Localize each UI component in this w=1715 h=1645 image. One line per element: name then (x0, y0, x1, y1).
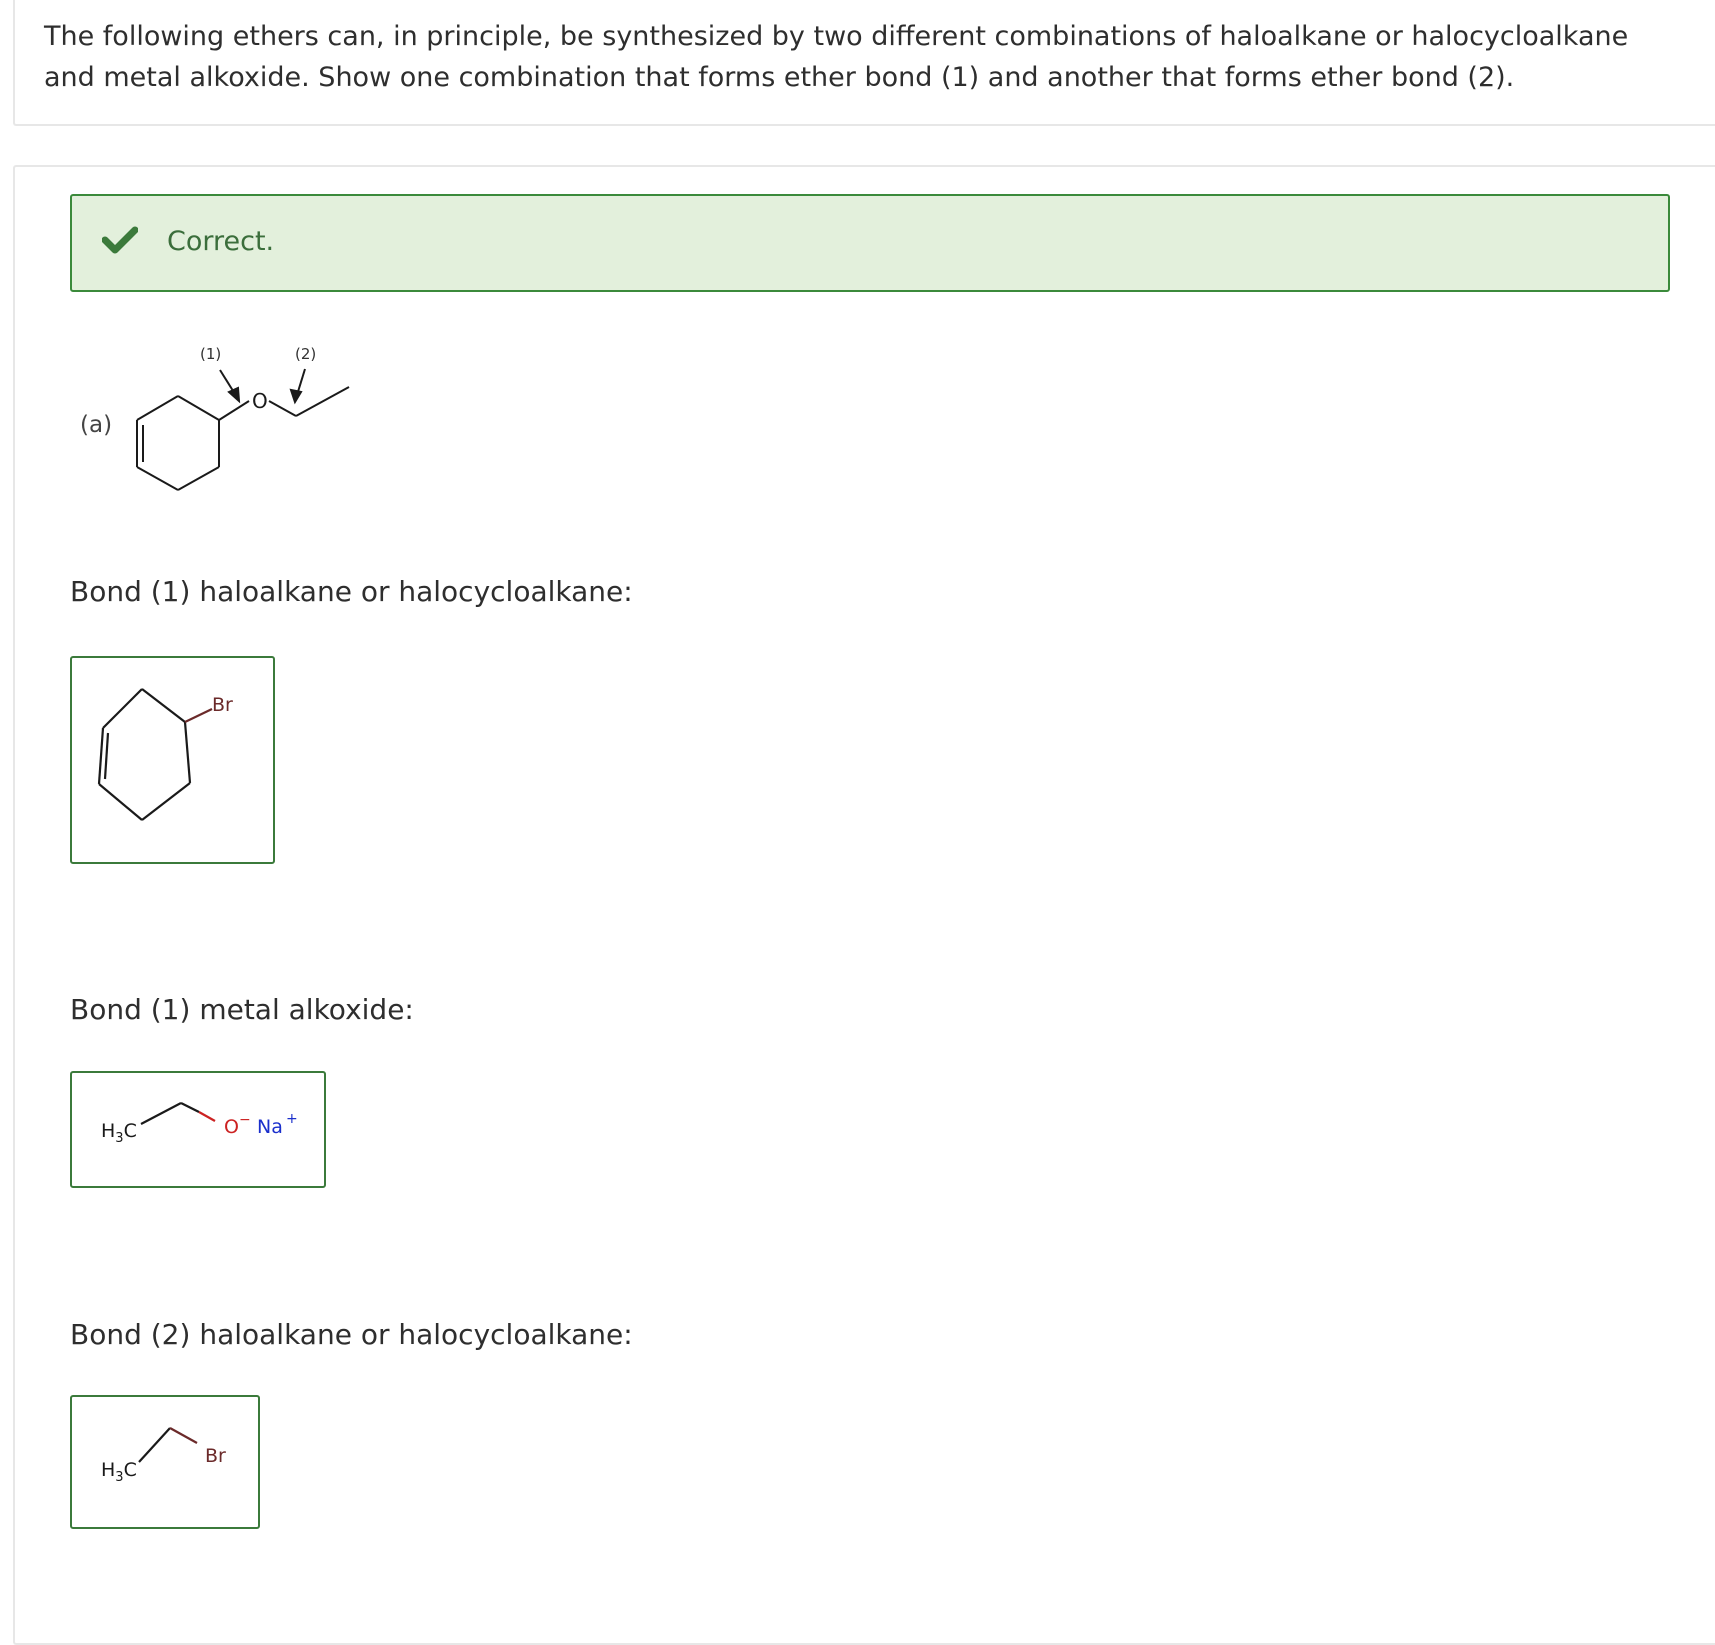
bromocyclohexene-structure (72, 658, 273, 862)
bond-2-haloalkane-answer-box[interactable] (70, 1395, 260, 1529)
cyclohexene-ring (137, 396, 219, 490)
correct-feedback-banner (70, 194, 1670, 292)
sodium-cation-label: Na (257, 1116, 283, 1138)
bond-1-alkoxide-answer-box[interactable] (70, 1071, 326, 1188)
bond-2-haloalkane-label: Bond (2) haloalkane or halocycloalkane: (70, 1318, 633, 1351)
checkmark-icon (102, 225, 138, 255)
bond-1-alkoxide-label: Bond (1) metal alkoxide: (70, 993, 414, 1026)
question-text: The following ethers can, in principle, be synthesized by two different combinations of haloalkane or halocycloalkane and metal alkoxide. Show one combination that forms ether bond (1) and another that forms ether bond (2). (44, 21, 1629, 93)
target-ether-structure (125, 335, 365, 495)
methyl-label: $H_3C$ (101, 1459, 137, 1485)
bromine-label: Br (205, 1445, 226, 1467)
methyl-label: $H_3C$ (101, 1120, 137, 1146)
sodium-ethoxide-structure (72, 1073, 324, 1186)
feedback-status: Correct. (167, 226, 275, 257)
bond-2-label: (2) (295, 345, 317, 363)
bond-1-arrow (220, 370, 239, 401)
bond-1-haloalkane-answer-box[interactable] (70, 656, 275, 864)
bromine-label: Br (212, 694, 233, 716)
part-label: (a) (80, 412, 113, 438)
oxygen-anion-label: O (224, 1116, 239, 1138)
bond-1-label: (1) (200, 345, 222, 363)
question-card (13, 0, 1715, 126)
positive-charge-label: + (286, 1111, 298, 1127)
negative-charge-label: − (239, 1112, 251, 1128)
ether-oxygen-label: O (252, 389, 268, 413)
bond-2-arrow (291, 369, 305, 402)
bromoethane-structure (72, 1397, 258, 1527)
bond-1-haloalkane-label: Bond (1) haloalkane or halocycloalkane: (70, 575, 633, 608)
